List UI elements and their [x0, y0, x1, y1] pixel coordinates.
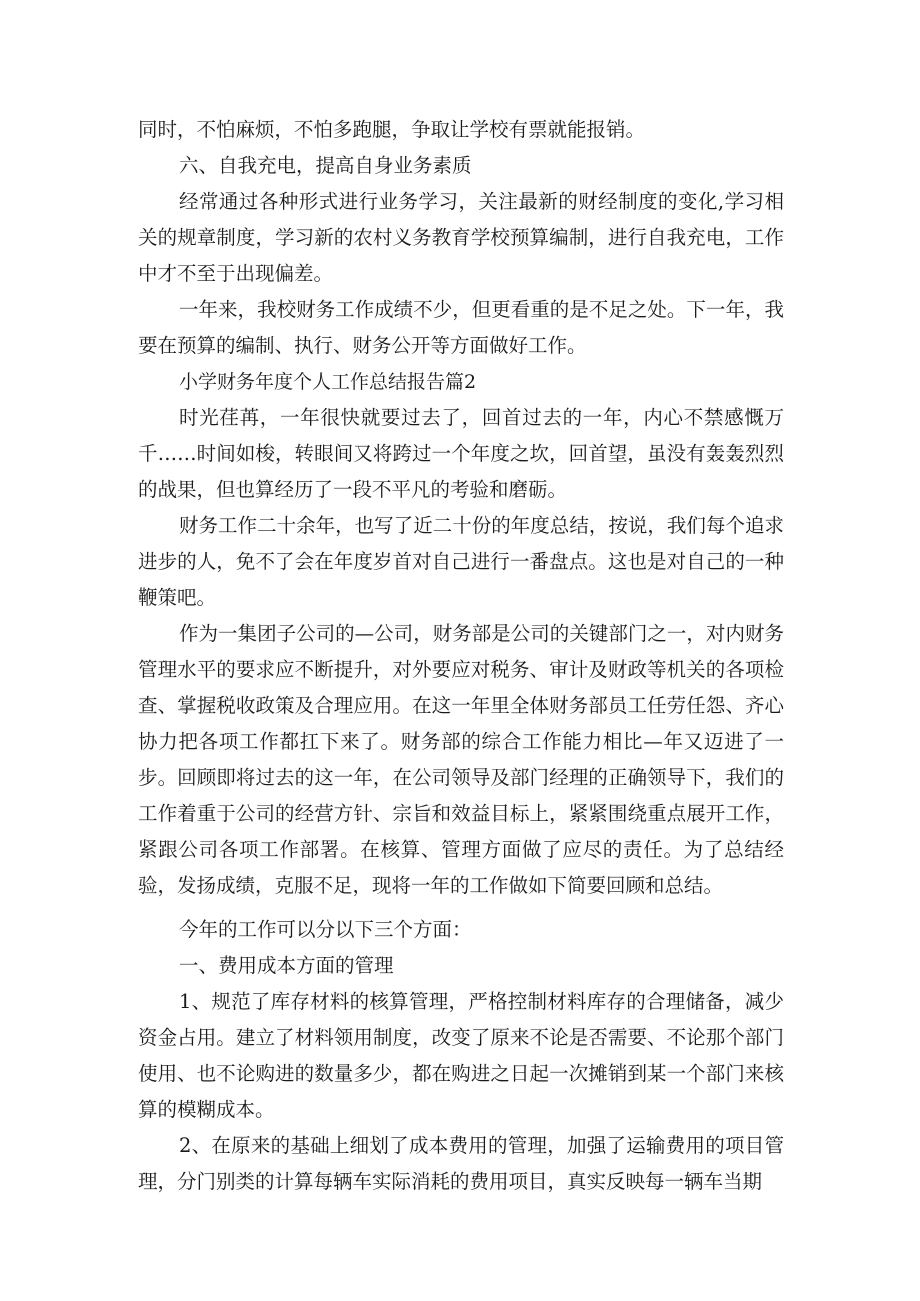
article-title: 小学财务年度个人工作总结报告篇2: [179, 371, 477, 393]
document-page: [138, 112, 784, 1200]
paragraph-7: 财务工作二十余年，也写了近二十份的年度总结，按说，我们每个追求进步的人，免不了会在年度岁首对自己进行一番盘点。这也是对自己的一种鞭策吧。: [138, 514, 784, 609]
section-heading-1: 一、费用成本方面的管理: [179, 954, 394, 977]
paragraph-9: 今年的工作可以分以下三个方面：: [179, 918, 472, 941]
paragraph-12: 2、在原来的基础上细划了成本费用的管理，加强了运输费用的项目管理，分门别类的计算每辆车实际消耗的费用项目，真实反映每一辆车当期: [138, 1134, 784, 1193]
paragraph-1: 同时，不怕麻烦，不怕多跑腿，争取让学校有票就能报销。: [138, 118, 646, 141]
paragraph-4: 一年来，我校财务工作成绩不少，但更看重的是不足之处。下一年，我要在预算的编制、执行、财务公开等方面做好工作。: [138, 298, 784, 357]
paragraph-3: 经常通过各种形式进行业务学习，关注最新的财经制度的变化,学习相关的规章制度，学习新的农村义务教育学校预算编制，进行自我充电，工作中才不至于出现偏差。: [138, 190, 784, 285]
paragraph-6: 时光荏苒，一年很快就要过去了，回首过去的一年，内心不禁感慨万千……时间如梭，转眼间又将跨过一个年度之坎，回首望，虽没有轰轰烈烈的战果，但也算经历了一段不平凡的考验和磨砺。: [138, 406, 784, 501]
section-heading-6: 六、自我充电，提高自身业务素质: [179, 154, 472, 177]
paragraph-8: 作为一集团子公司的—公司，财务部是公司的关键部门之一，对内财务管理水平的要求应不断提升，对外要应对税务、审计及财政等机关的各项检查、掌握税收政策及合理应用。在这一年里全体财务部员工任劳任怨、齐心协力把各项工作都扛下来了。财务部的综合工作能力相比—年又迈进了一步。回顾即将过去的这一年，在公司领导及部门经理的正确领导下，我们的工作着重于公司的经营方针、宗旨和效益目标上，紧紧围绕重点展开工作，紧跟公司各项工作部署。在核算、管理方面做了应尽的责任。为了总结经验，发扬成绩，克服不足，现将一年的工作做如下简要回顾和总结。: [138, 622, 784, 897]
paragraph-11: 1、规范了库存材料的核算管理，严格控制材料库存的合理储备，减少资金占用。建立了材料领用制度，改变了原来不论是否需要、不论那个部门使用、也不论购进的数量多少，都在购进之日起一次摊销到某一个部门来核算的模糊成本。: [138, 990, 784, 1121]
